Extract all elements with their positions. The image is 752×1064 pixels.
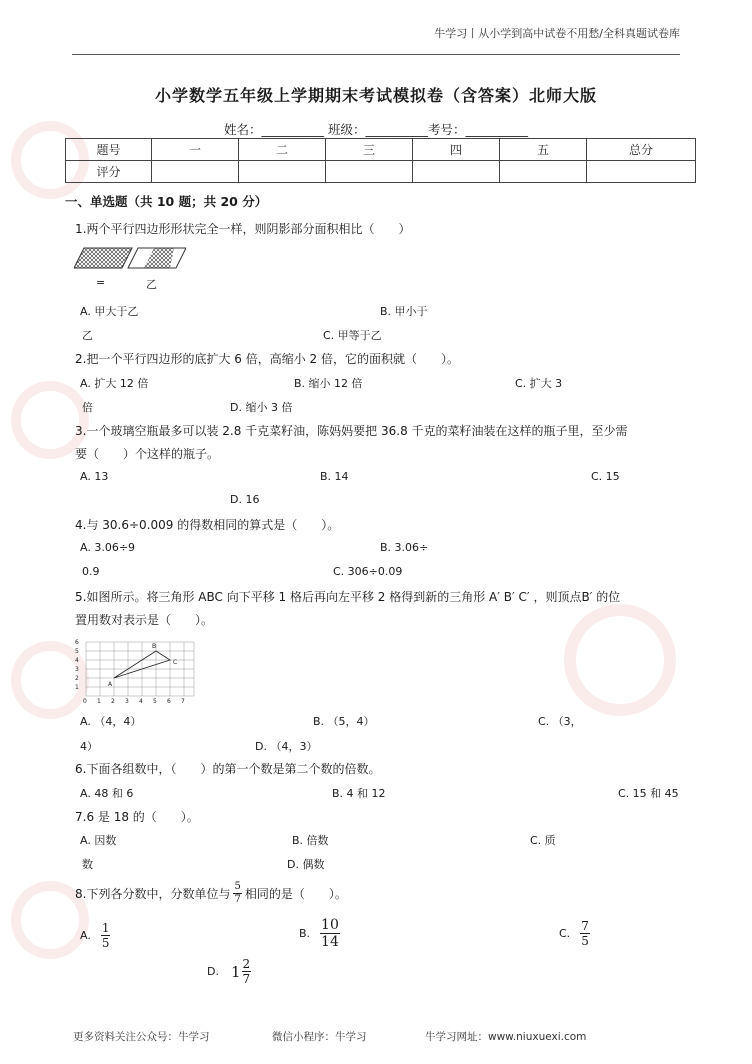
- q6-option-a: A. 48 和 6: [80, 787, 134, 800]
- question-7-stem: 7.6 是 18 的（ ）。: [75, 810, 199, 824]
- q8-stem-pre: 8.下列各分数中，分数单位与: [75, 887, 231, 901]
- grid-y-label: 6: [75, 639, 79, 646]
- q5-option-b: B. （5，4）: [313, 715, 375, 728]
- fraction-numerator: 1: [101, 921, 110, 935]
- q2-option-d: D. 缩小 3 倍: [230, 401, 293, 414]
- q3-option-c: C. 15: [591, 470, 620, 483]
- point-label-b: B: [152, 643, 157, 650]
- q8-option-a: [80, 922, 110, 949]
- grid-x-label: 4: [139, 698, 143, 704]
- score-header-cell: 二: [239, 139, 326, 161]
- question-3-stem-line2: 要（ ）个这样的瓶子。: [75, 447, 220, 461]
- footer-left: 更多资料关注公众号：牛学习: [73, 1031, 210, 1043]
- point-label-a: A: [108, 681, 113, 688]
- score-row-label: 评分: [66, 161, 152, 183]
- q5-option-c: C. （3，: [538, 715, 582, 728]
- q1-parallelogram-figure: [74, 246, 186, 274]
- grid-y-label: 4: [75, 657, 79, 664]
- grid-x-label: 1: [97, 698, 101, 704]
- q5-option-c-wrap: 4）: [80, 740, 98, 753]
- score-cell: [239, 161, 326, 183]
- question-3-stem-line1: 3.一个玻璃空瓶最多可以装 2.8 千克菜籽油，陈妈妈要把 36.8 千克的菜籽油装在这样的瓶子里，至少需: [75, 424, 628, 438]
- question-8-stem: [75, 882, 347, 905]
- q2-option-a: A. 扩大 12 倍: [80, 377, 149, 390]
- q3-option-d: D. 16: [230, 493, 260, 506]
- q2-option-b: B. 缩小 12 倍: [294, 377, 363, 390]
- score-cell: [326, 161, 413, 183]
- option-label: C.: [559, 927, 571, 940]
- watermark-logo: [560, 600, 680, 724]
- q4-option-b-wrap: 0.9: [82, 565, 100, 578]
- header-divider: [72, 54, 680, 55]
- question-5-stem-line1: 5.如图所示。将三角形 ABC 向下平移 1 格后再向左平移 2 格得到新的三角形 A′ B′ C′ ，则顶点B′ 的位: [75, 590, 621, 604]
- question-6-stem: 6.下面各组数中，（ ）的第一个数是第二个数的倍数。: [75, 762, 381, 776]
- option-label: B.: [299, 927, 311, 940]
- option-fraction: [242, 958, 252, 985]
- header-text: 牛学习丨从小学到高中试卷不用愁/全科真题试卷库: [434, 27, 680, 40]
- q5-option-d: D. （4，3）: [255, 740, 318, 753]
- grid-x-label: 0: [83, 698, 87, 704]
- fraction-denominator: 5: [101, 936, 110, 950]
- question-2-stem: 2.把一个平行四边形的底扩大 6 倍，高缩小 2 倍，它的面积就（ ）。: [75, 352, 459, 366]
- question-5-stem-line2: 置用数对表示是（ ）。: [75, 613, 214, 627]
- fraction-denominator: 7: [242, 972, 251, 986]
- student-info-line: 姓名：__________ 班级：__________考号：__________: [224, 122, 528, 137]
- q7-option-c-wrap: 数: [82, 858, 93, 871]
- score-header-cell: 三: [326, 139, 413, 161]
- q7-option-b: B. 倍数: [292, 834, 329, 847]
- q6-option-b: B. 4 和 12: [332, 787, 386, 800]
- q1-option-c: C. 甲等于乙: [323, 329, 382, 342]
- fraction-denominator: 14: [321, 934, 339, 950]
- score-header-cell: 五: [500, 139, 587, 161]
- q7-option-c: C. 质: [530, 834, 556, 847]
- q1-figure-label-left: =: [96, 276, 106, 289]
- fraction-denominator: 7: [234, 894, 241, 905]
- q4-option-c: C. 306÷0.09: [333, 565, 403, 578]
- q8-stem-post: 相同的是（ ）。: [244, 887, 347, 901]
- point-label-c: C: [173, 659, 178, 666]
- footer-right: 牛学习网址：www.niuxuexi.com: [425, 1031, 587, 1043]
- score-header-cell: 总分: [587, 139, 696, 161]
- score-cell: [500, 161, 587, 183]
- section-heading: 一、单选题（共 10 题；共 20 分）: [65, 194, 268, 209]
- footer-mid: 微信小程序：牛学习: [272, 1031, 367, 1043]
- q8-option-c: [559, 920, 590, 947]
- grid-x-label: 2: [111, 698, 115, 704]
- q6-option-c: C. 15 和 45: [618, 787, 679, 800]
- q4-option-b: B. 3.06÷: [380, 541, 429, 554]
- grid-x-label: 6: [167, 698, 171, 704]
- grid-x-label: 7: [181, 698, 185, 704]
- q7-option-d: D. 偶数: [287, 858, 325, 871]
- score-table: [65, 138, 696, 183]
- fraction-numerator: 10: [321, 917, 339, 933]
- option-fraction: [320, 918, 340, 949]
- fraction-numerator: 5: [234, 881, 241, 892]
- q8-stem-fraction: [233, 882, 241, 905]
- q1-figure-label-right: 乙: [146, 278, 157, 291]
- grid-y-label: 5: [75, 648, 79, 655]
- score-header-cell: 题号: [66, 139, 152, 161]
- score-cell: [587, 161, 696, 183]
- grid-y-label: 3: [75, 666, 79, 673]
- fraction-denominator: 5: [581, 934, 589, 948]
- score-header-cell: 四: [413, 139, 500, 161]
- grid-y-label: 1: [75, 684, 79, 691]
- fraction-numerator: 2: [242, 957, 251, 971]
- option-fraction: [101, 922, 111, 949]
- q5-option-a: A. （4，4）: [80, 715, 142, 728]
- fraction-numerator: 7: [581, 919, 589, 933]
- q4-option-a: A. 3.06÷9: [80, 541, 136, 554]
- q2-option-c: C. 扩大 3: [515, 377, 563, 390]
- grid-y-label: 2: [75, 675, 79, 682]
- grid-x-label: 5: [153, 698, 157, 704]
- q7-option-a: A. 因数: [80, 834, 117, 847]
- q8-option-d: [207, 958, 251, 985]
- option-fraction: [580, 920, 590, 947]
- q1-option-a: A. 甲大于乙: [80, 305, 139, 318]
- score-cell: [413, 161, 500, 183]
- q8-option-b: [299, 918, 340, 949]
- score-header-cell: 一: [152, 139, 239, 161]
- question-1-stem: 1.两个平行四边形形状完全一样，则阴影部分面积相比（ ）: [75, 222, 411, 236]
- q5-grid-figure: [72, 636, 196, 708]
- q3-option-a: A. 13: [80, 470, 109, 483]
- score-cell: [152, 161, 239, 183]
- grid-x-label: 3: [125, 698, 129, 704]
- option-label: A.: [80, 929, 91, 942]
- q3-option-b: B. 14: [320, 470, 349, 483]
- mixed-number-whole: 1: [230, 962, 241, 981]
- q1-option-a-wrap: 乙: [82, 329, 93, 342]
- q1-option-b: B. 甲小于: [380, 305, 428, 318]
- question-4-stem: 4.与 30.6÷0.009 的得数相同的算式是（ ）。: [75, 518, 340, 532]
- option-label: D.: [207, 965, 219, 978]
- page-title: 小学数学五年级上学期期末考试模拟卷（含答案）北师大版: [154, 86, 597, 105]
- q2-option-c-wrap: 倍: [82, 401, 93, 414]
